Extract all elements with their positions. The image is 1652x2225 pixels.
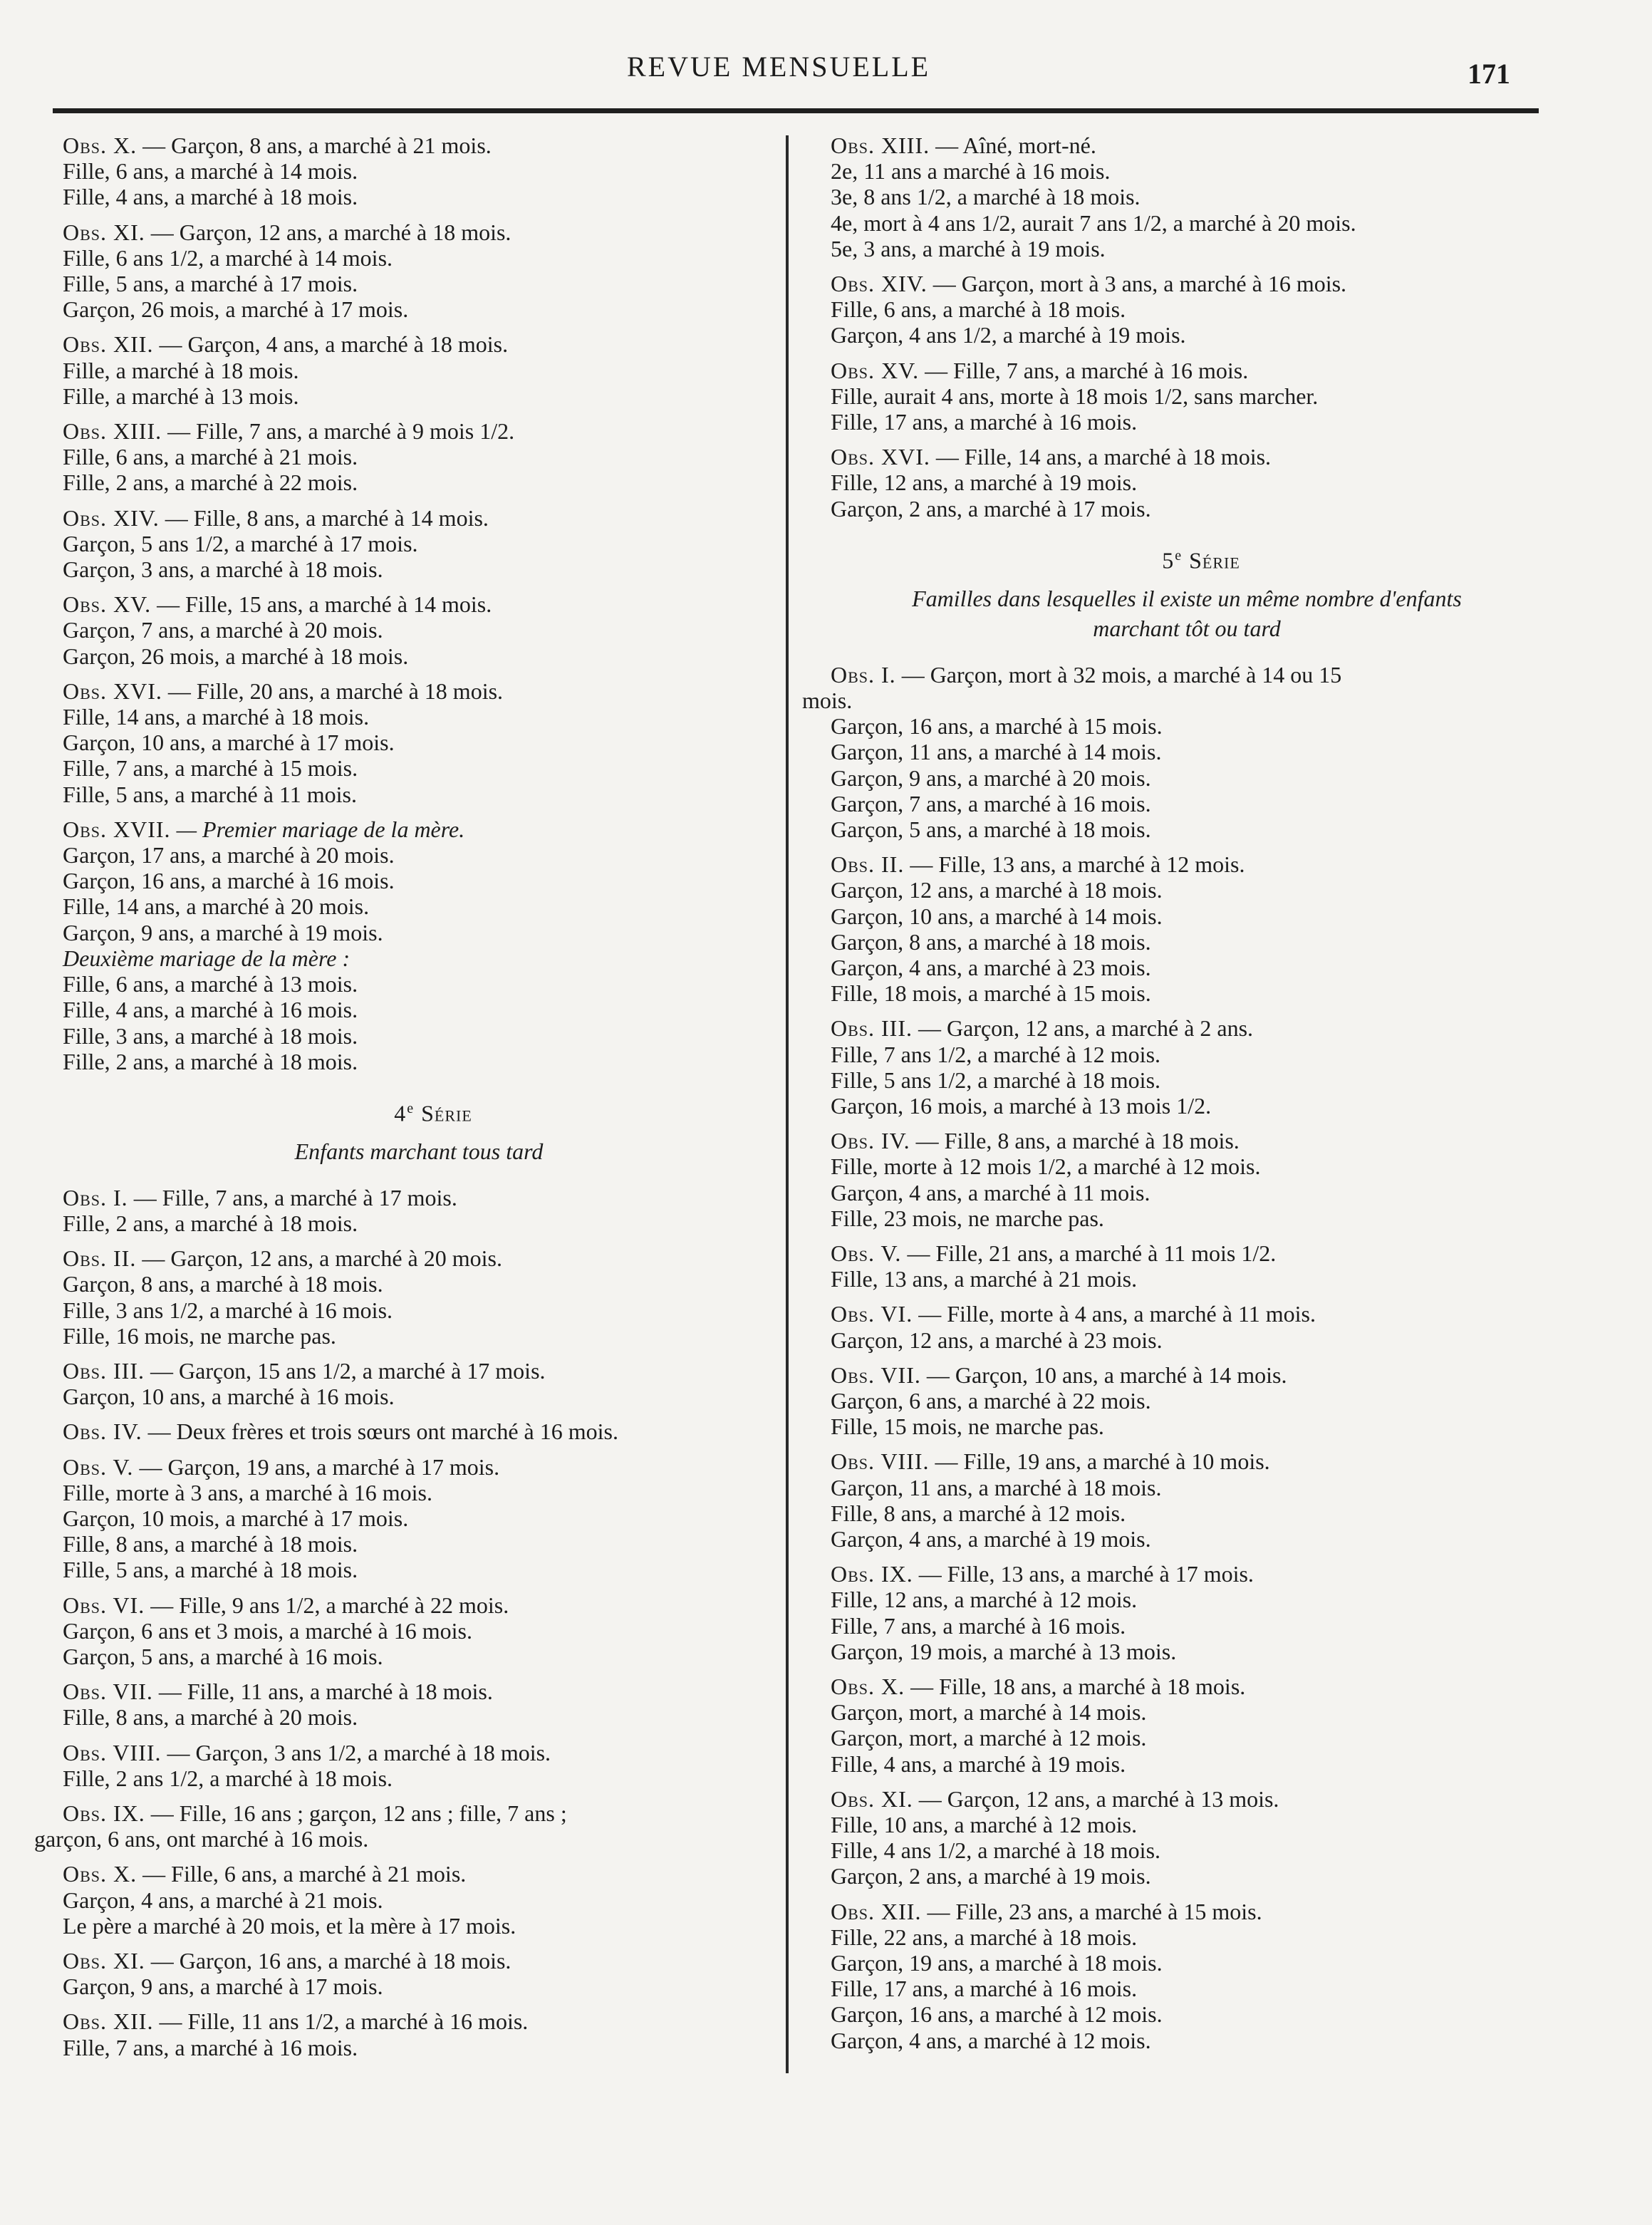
observation-text: — Fille, 13 ans, a marché à 12 mois. xyxy=(904,851,1245,878)
observation-text: — Garçon, mort à 3 ans, a marché à 16 mois. xyxy=(927,271,1347,297)
observation-line: Fille, 22 ans, a marché à 18 mois. xyxy=(831,1924,1138,1950)
observation-label: Obs. XII. xyxy=(63,331,154,358)
observation-line: Fille, 7 ans, a marché à 15 mois. xyxy=(63,755,358,782)
observation-line: Garçon, 9 ans, a marché à 20 mois. xyxy=(831,764,1151,791)
observation-label: Obs. XI. xyxy=(63,219,145,245)
observation-entry xyxy=(63,505,775,583)
observation-line: Garçon, 16 ans, a marché à 16 mois. xyxy=(63,868,395,894)
observation-entry xyxy=(831,851,1543,1006)
observation-text: — Garçon, 3 ans 1/2, a marché à 18 mois. xyxy=(161,1739,551,1765)
observation-line: Garçon, 10 ans, a marché à 16 mois. xyxy=(63,1384,395,1410)
observation-line: Garçon, 16 ans, a marché à 15 mois. xyxy=(831,713,1163,740)
observation-first-line xyxy=(831,133,1543,158)
observation-line: Garçon, 16 mois, a marché à 13 mois 1/2. xyxy=(831,1092,1212,1119)
observation-entry xyxy=(831,1448,1543,1552)
observation-label: Obs. XVII. xyxy=(63,816,171,842)
observation-line: Fille, 2 ans, a marché à 22 mois. xyxy=(63,470,358,496)
observation-entry xyxy=(63,331,775,409)
series-heading xyxy=(831,543,1543,574)
observation-label: Obs. V. xyxy=(831,1240,902,1266)
observation-entry xyxy=(831,1362,1543,1440)
observation-text: — Fille, 11 ans, a marché à 18 mois. xyxy=(152,1679,493,1705)
observation-line: Fille, 2 ans, a marché à 18 mois. xyxy=(63,1210,358,1236)
observation-line: Garçon, 17 ans, a marché à 20 mois. xyxy=(63,842,395,868)
observation-first-line xyxy=(831,271,1543,296)
observation-entry xyxy=(831,444,1543,522)
observation-line: Fille, aurait 4 ans, morte à 18 mois 1/2, sans marcher. xyxy=(831,383,1319,409)
observation-line: Fille, 2 ans, a marché à 18 mois. xyxy=(63,1048,358,1074)
observation-entry xyxy=(63,1454,775,1583)
observation-text: — Garçon, 12 ans, a marché à 13 mois. xyxy=(913,1785,1279,1812)
observation-list xyxy=(831,851,1543,2053)
observation-line: Fille, 10 ans, a marché à 12 mois. xyxy=(831,1812,1138,1838)
observation-line: Fille, 2 ans 1/2, a marché à 18 mois. xyxy=(63,1765,393,1791)
observation-text: — Fille, 8 ans, a marché à 14 mois. xyxy=(159,504,489,531)
observation-line: Garçon, 4 ans, a marché à 12 mois. xyxy=(831,2027,1151,2053)
series-heading xyxy=(63,1096,775,1126)
observation-label: Obs. VI. xyxy=(63,1592,145,1618)
observation-entry xyxy=(63,1418,775,1444)
observation-first-line xyxy=(63,219,775,245)
observation-entry xyxy=(63,1358,775,1409)
observation-text: — Garçon, 16 ans, a marché à 18 mois. xyxy=(145,1948,511,1974)
observation-first-line xyxy=(63,1358,775,1384)
observation-label: Obs. IV. xyxy=(63,1418,142,1445)
observation-line: Fille, 23 mois, ne marche pas. xyxy=(831,1205,1104,1231)
observation-label: Obs. XVI. xyxy=(63,678,162,704)
observation-first-line xyxy=(63,505,775,531)
observation-line: Fille, 7 ans, a marché à 16 mois. xyxy=(63,2034,358,2060)
observation-text: — Premier mariage de la mère. xyxy=(170,816,465,842)
observation-line: Fille, a marché à 18 mois. xyxy=(63,357,299,383)
observation-first-line xyxy=(63,816,775,842)
observation-entry-xvii xyxy=(63,816,775,1074)
series-subtitle: Enfants marchant tous tard xyxy=(294,1138,544,1164)
observation-label: Obs. XVI. xyxy=(831,444,930,470)
observation-text: — Fille, 7 ans, a marché à 17 mois. xyxy=(128,1184,457,1210)
observation-line: Garçon, 6 ans et 3 mois, a marché à 16 mois. xyxy=(63,1617,472,1644)
observation-first-line xyxy=(63,678,775,704)
observation-text: — Fille, 21 ans, a marché à 11 mois 1/2. xyxy=(901,1240,1277,1266)
left-column xyxy=(34,133,775,2070)
observation-line: Garçon, 7 ans, a marché à 20 mois. xyxy=(63,617,383,643)
observation-entry xyxy=(63,1245,775,1349)
observation-entry xyxy=(63,1740,775,1791)
observation-text: — Fille, 11 ans 1/2, a marché à 16 mois. xyxy=(153,2008,529,2035)
observation-entry xyxy=(831,358,1543,435)
series-ordinal: e xyxy=(407,1100,415,1116)
observation-line: Garçon, 10 ans, a marché à 17 mois. xyxy=(63,730,395,756)
observation-label: Obs. XIV. xyxy=(831,271,928,297)
observation-text: — Garçon, 15 ans 1/2, a marché à 17 mois. xyxy=(145,1357,546,1384)
observation-label: Obs. IX. xyxy=(831,1561,913,1587)
observation-first-line xyxy=(63,1679,775,1704)
observation-text: — Aîné, mort-né. xyxy=(930,133,1096,158)
observation-line: Garçon, 3 ans, a marché à 18 mois. xyxy=(63,556,383,583)
observation-line: Garçon, 4 ans, a marché à 19 mois. xyxy=(831,1526,1151,1552)
observation-entry xyxy=(831,133,1543,261)
series-label: Série xyxy=(1183,547,1240,574)
observation-line: Fille, 8 ans, a marché à 12 mois. xyxy=(831,1500,1126,1526)
observation-line: Garçon, 4 ans, a marché à 23 mois. xyxy=(831,954,1151,980)
observation-line: Garçon, 8 ans, a marché à 18 mois. xyxy=(63,1271,383,1297)
observation-text: — Garçon, 4 ans, a marché à 18 mois. xyxy=(153,331,509,358)
observation-text: — Garçon, mort à 32 mois, a marché à 14 ou 15 xyxy=(895,661,1342,688)
observation-text: — Fille, morte à 4 ans, a marché à 11 mois. xyxy=(913,1301,1316,1327)
observation-text: — Fille, 13 ans, a marché à 17 mois. xyxy=(913,1561,1254,1587)
observation-line: Fille, 4 ans, a marché à 18 mois. xyxy=(63,184,358,210)
observation-first-line xyxy=(63,1740,775,1765)
observation-line: Fille, 17 ans, a marché à 16 mois. xyxy=(831,1976,1138,2002)
observation-continuation: garçon, 6 ans, ont marché à 16 mois. xyxy=(34,1826,369,1852)
observation-line: Garçon, 4 ans, a marché à 11 mois. xyxy=(831,1179,1150,1205)
observation-line: 3e, 8 ans 1/2, a marché à 18 mois. xyxy=(831,184,1141,210)
observation-entry xyxy=(63,1861,775,1939)
observation-line: Fille, 12 ans, a marché à 19 mois. xyxy=(831,470,1138,496)
observation-first-line xyxy=(63,2008,775,2034)
observation-entry-ix xyxy=(34,1800,775,1852)
observation-list xyxy=(63,133,775,807)
observation-first-line xyxy=(831,1899,1543,1924)
observation-line: Garçon, 7 ans, a marché à 16 mois. xyxy=(831,790,1151,816)
observation-line: Fille, 7 ans, a marché à 16 mois. xyxy=(831,1612,1126,1639)
observation-line: Garçon, mort, a marché à 14 mois. xyxy=(831,1699,1147,1726)
observation-entry-i xyxy=(802,661,1543,842)
observation-list xyxy=(63,1185,775,1791)
observation-label: Obs. I. xyxy=(831,661,896,688)
observation-text: — Fille, 15 ans, a marché à 14 mois. xyxy=(151,591,492,618)
observation-text: — Fille, 20 ans, a marché à 18 mois. xyxy=(162,678,504,704)
observation-first-line xyxy=(831,1786,1543,1812)
observation-entry xyxy=(831,1015,1543,1119)
observation-first-line xyxy=(831,1240,1543,1266)
observation-entry xyxy=(63,219,775,323)
observation-line: Garçon, 12 ans, a marché à 23 mois. xyxy=(831,1327,1163,1353)
observation-entry xyxy=(63,591,775,669)
observation-text: — Garçon, 8 ans, a marché à 21 mois. xyxy=(137,133,492,158)
observation-first-line xyxy=(831,1301,1543,1327)
observation-line: Fille, 4 ans, a marché à 19 mois. xyxy=(831,1751,1126,1777)
observation-line: Garçon, 16 ans, a marché à 12 mois. xyxy=(831,2001,1163,2028)
running-title: REVUE MENSUELLE xyxy=(627,51,931,83)
observation-text: — Garçon, 19 ans, a marché à 17 mois. xyxy=(133,1453,500,1480)
observation-label: Obs. XV. xyxy=(831,357,920,383)
observation-entry xyxy=(63,133,775,210)
observation-line: Fille, 6 ans, a marché à 18 mois. xyxy=(831,296,1126,323)
observation-line: Fille, 18 mois, a marché à 15 mois. xyxy=(831,980,1151,1007)
observation-label: Obs. XII. xyxy=(63,2008,154,2035)
observation-list xyxy=(831,133,1543,522)
observation-first-line xyxy=(63,331,775,357)
page-number: 171 xyxy=(1467,58,1510,90)
observation-entry xyxy=(831,271,1543,348)
observation-text: — Garçon, 12 ans, a marché à 2 ans. xyxy=(913,1015,1254,1042)
observation-label: Obs. IV. xyxy=(831,1128,910,1154)
observation-line: Garçon, 12 ans, a marché à 18 mois. xyxy=(831,877,1163,903)
observation-entry xyxy=(63,1592,775,1670)
observation-line: Garçon, 26 mois, a marché à 17 mois. xyxy=(63,296,409,323)
observation-line: Garçon, 11 ans, a marché à 18 mois. xyxy=(831,1474,1162,1500)
observation-line: Fille, 3 ans, a marché à 18 mois. xyxy=(63,1022,358,1049)
observation-line: Garçon, 9 ans, a marché à 19 mois. xyxy=(63,919,383,945)
observation-lines xyxy=(63,842,775,945)
observation-first-line xyxy=(63,418,775,444)
observation-continuation: mois. xyxy=(802,687,853,713)
observation-line: Garçon, 4 ans, a marché à 21 mois. xyxy=(63,1887,383,1913)
observation-line: Fille, a marché à 13 mois. xyxy=(63,383,299,409)
series-number: 5 xyxy=(1162,547,1175,574)
observation-line: 4e, mort à 4 ans 1/2, aurait 7 ans 1/2, a marché à 20 mois. xyxy=(831,209,1356,236)
observation-first-line xyxy=(63,1454,775,1480)
observation-line: Garçon, 10 mois, a marché à 17 mois. xyxy=(63,1505,409,1531)
right-column xyxy=(802,133,1543,2063)
observation-line: Fille, 6 ans, a marché à 13 mois. xyxy=(63,971,358,997)
observation-first-line xyxy=(63,1418,775,1444)
observation-line: Garçon, 9 ans, a marché à 17 mois. xyxy=(63,1974,383,2000)
observation-line: Fille, 4 ans, a marché à 16 mois. xyxy=(63,997,358,1023)
observation-text: — Fille, 6 ans, a marché à 21 mois. xyxy=(137,1861,467,1887)
observation-text: — Fille, 19 ans, a marché à 10 mois. xyxy=(929,1448,1270,1475)
observation-line: Fille, 12 ans, a marché à 12 mois. xyxy=(831,1587,1138,1613)
observation-text: — Fille, 18 ans, a marché à 18 mois. xyxy=(905,1674,1246,1700)
observation-entry xyxy=(831,1899,1543,2053)
observation-text: — Deux frères et trois sœurs ont marché à 16 mois. xyxy=(142,1418,618,1445)
observation-line: Fille, 5 ans, a marché à 18 mois. xyxy=(63,1557,358,1583)
observation-label: Obs. IX. xyxy=(63,1800,145,1827)
observation-first-line xyxy=(831,1362,1543,1388)
observation-label: Obs. I. xyxy=(63,1184,128,1210)
observation-line: Fille, 8 ans, a marché à 18 mois. xyxy=(63,1531,358,1557)
series-ordinal: e xyxy=(1175,547,1183,564)
observation-first-line xyxy=(63,1185,775,1210)
observation-text: — Fille, 14 ans, a marché à 18 mois. xyxy=(930,444,1272,470)
observation-label: Obs. XII. xyxy=(831,1898,922,1924)
observation-label: Obs. II. xyxy=(63,1245,137,1272)
observation-label: Obs. XI. xyxy=(831,1785,913,1812)
observation-line: Fille, morte à 3 ans, a marché à 16 mois. xyxy=(63,1479,432,1505)
observation-entry xyxy=(831,1561,1543,1664)
observation-line: Garçon, 5 ans, a marché à 16 mois. xyxy=(63,1644,383,1670)
observation-line: Fille, 6 ans, a marché à 14 mois. xyxy=(63,158,358,185)
observation-entry xyxy=(831,1674,1543,1777)
observation-line: Garçon, 2 ans, a marché à 17 mois. xyxy=(831,495,1151,522)
observation-entry xyxy=(831,1128,1543,1231)
observation-line: Garçon, 11 ans, a marché à 14 mois. xyxy=(831,739,1162,765)
observation-first-line xyxy=(63,133,775,158)
column-divider xyxy=(786,135,789,2073)
observation-text: — Garçon, 10 ans, a marché à 14 mois. xyxy=(920,1362,1287,1388)
observation-line: Garçon, 10 ans, a marché à 14 mois. xyxy=(831,903,1163,929)
observation-label: Obs. VIII. xyxy=(831,1448,930,1475)
observation-text: — Fille, 7 ans, a marché à 16 mois. xyxy=(919,357,1249,383)
observation-line: Fille, 4 ans 1/2, a marché à 18 mois. xyxy=(831,1837,1161,1864)
observation-text: — Fille, 16 ans ; garçon, 12 ans ; fille, 7 ans ; xyxy=(145,1800,567,1827)
observation-line: Fille, 15 mois, ne marche pas. xyxy=(831,1414,1104,1440)
observation-first-line xyxy=(831,358,1543,383)
observation-label: Obs. XIII. xyxy=(831,133,930,158)
observation-line: Fille, 14 ans, a marché à 20 mois. xyxy=(63,893,370,920)
observation-line: Fille, 5 ans 1/2, a marché à 18 mois. xyxy=(831,1067,1161,1093)
observation-first-line xyxy=(831,851,1543,877)
observation-first-line xyxy=(63,1861,775,1887)
observation-text: — Garçon, 12 ans, a marché à 18 mois. xyxy=(145,219,511,245)
observation-first-line xyxy=(63,1800,775,1826)
observation-entry xyxy=(63,1679,775,1730)
observation-label: Obs. VII. xyxy=(63,1679,153,1705)
observation-entry xyxy=(831,1786,1543,1889)
observation-label: Obs. III. xyxy=(831,1015,913,1042)
observation-first-line xyxy=(831,1448,1543,1474)
observation-label: Obs. V. xyxy=(63,1453,134,1480)
observation-line: Garçon, 6 ans, a marché à 22 mois. xyxy=(831,1387,1151,1414)
observation-first-line xyxy=(831,1561,1543,1587)
observation-text: — Garçon, 12 ans, a marché à 20 mois. xyxy=(136,1245,502,1272)
observation-first-line xyxy=(831,662,1543,688)
observation-text: — Fille, 7 ans, a marché à 9 mois 1/2. xyxy=(162,418,515,445)
observation-label: Obs. XI. xyxy=(63,1948,145,1974)
observation-label: Obs. II. xyxy=(831,851,905,878)
observation-label: Obs. VIII. xyxy=(63,1739,162,1765)
observation-line: Garçon, 8 ans, a marché à 18 mois. xyxy=(831,928,1151,955)
observation-line: Fille, 16 mois, ne marche pas. xyxy=(63,1322,336,1349)
observation-entry xyxy=(831,1240,1543,1292)
observation-line: Garçon, 19 ans, a marché à 18 mois. xyxy=(831,1950,1163,1976)
observation-label: Obs. X. xyxy=(831,1674,905,1700)
observation-first-line xyxy=(63,1245,775,1271)
observation-lines xyxy=(63,971,775,1074)
observation-line: Garçon, 5 ans 1/2, a marché à 17 mois. xyxy=(63,530,418,556)
observation-text: — Fille, 9 ans 1/2, a marché à 22 mois. xyxy=(145,1592,509,1618)
observation-line: 2e, 11 ans a marché à 16 mois. xyxy=(831,158,1111,185)
observation-label: Obs. VII. xyxy=(831,1362,921,1388)
observation-label: Obs. XIII. xyxy=(63,418,162,445)
observation-line: Fille, 3 ans 1/2, a marché à 16 mois. xyxy=(63,1297,393,1323)
observation-entry xyxy=(63,678,775,807)
observation-line: Fille, 6 ans 1/2, a marché à 14 mois. xyxy=(63,244,393,271)
observation-label: Obs. X. xyxy=(63,1861,137,1887)
observation-line: Fille, 17 ans, a marché à 16 mois. xyxy=(831,409,1138,435)
observation-first-line xyxy=(831,1128,1543,1153)
second-marriage-label: Deuxième mariage de la mère : xyxy=(63,945,350,971)
observation-line: Fille, 5 ans, a marché à 17 mois. xyxy=(63,271,358,297)
observation-entry xyxy=(63,418,775,496)
observation-first-line xyxy=(831,1674,1543,1699)
observation-first-line xyxy=(63,591,775,617)
observation-label: Obs. XV. xyxy=(63,591,152,618)
observation-line: Fille, 13 ans, a marché à 21 mois. xyxy=(831,1266,1138,1292)
observation-line: Garçon, 26 mois, a marché à 18 mois. xyxy=(63,643,409,669)
observation-line: Fille, morte à 12 mois 1/2, a marché à 12 mois. xyxy=(831,1153,1261,1180)
observation-entry xyxy=(831,1301,1543,1352)
observation-line: Fille, 14 ans, a marché à 18 mois. xyxy=(63,704,370,730)
observation-line: 5e, 3 ans, a marché à 19 mois. xyxy=(831,235,1106,261)
observation-line: Garçon, 19 mois, a marché à 13 mois. xyxy=(831,1638,1177,1664)
observation-line: Garçon, 5 ans, a marché à 18 mois. xyxy=(831,816,1151,842)
observation-lines xyxy=(831,713,1543,842)
observation-label: Obs. VI. xyxy=(831,1301,913,1327)
observation-list xyxy=(63,1861,775,2060)
observation-line: Garçon, mort, a marché à 12 mois. xyxy=(831,1725,1147,1751)
series-number: 4 xyxy=(394,1100,407,1126)
observation-label: Obs. III. xyxy=(63,1357,145,1384)
header-rule xyxy=(53,108,1539,113)
series-label: Série xyxy=(415,1100,472,1126)
observation-label: Obs. XIV. xyxy=(63,504,160,531)
observation-first-line xyxy=(831,444,1543,470)
observation-line: Fille, 7 ans 1/2, a marché à 12 mois. xyxy=(831,1041,1161,1067)
observation-entry xyxy=(63,2008,775,2060)
observation-text: — Fille, 23 ans, a marché à 15 mois. xyxy=(921,1898,1262,1924)
observation-line: Le père a marché à 20 mois, et la mère à 17 mois. xyxy=(63,1912,516,1939)
observation-line: Garçon, 4 ans 1/2, a marché à 19 mois. xyxy=(831,322,1186,348)
observation-line: Fille, 8 ans, a marché à 20 mois. xyxy=(63,1704,358,1731)
observation-label: Obs. X. xyxy=(63,133,137,158)
observation-entry xyxy=(63,1948,775,1999)
observation-first-line xyxy=(63,1592,775,1618)
observation-entry xyxy=(63,1185,775,1236)
observation-first-line xyxy=(831,1015,1543,1041)
observation-line: Garçon, 2 ans, a marché à 19 mois. xyxy=(831,1863,1151,1889)
observation-first-line xyxy=(63,1948,775,1974)
observation-line: Fille, 6 ans, a marché à 21 mois. xyxy=(63,444,358,470)
observation-text: — Fille, 8 ans, a marché à 18 mois. xyxy=(910,1128,1240,1154)
observation-line: Fille, 5 ans, a marché à 11 mois. xyxy=(63,781,357,807)
series-subtitle: Familles dans lesquelles il existe un même nombre d'enfants marchant tôt ou tard xyxy=(912,585,1462,641)
